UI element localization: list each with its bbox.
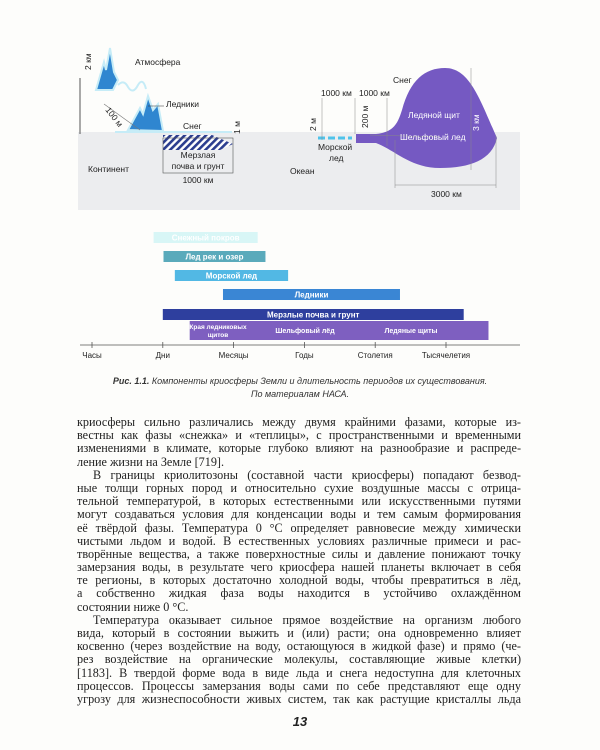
bar-label: Снежный покров [171, 233, 240, 243]
label-ice-sheet: Ледяной щит [408, 110, 460, 120]
text-line: изменениями в климате, которые глубоко влияют на разнообразие и распреде- [77, 442, 521, 456]
label-1000km-b: 1000 км [359, 88, 390, 98]
label-snow-right: Снег [393, 75, 412, 85]
text-line: Температура оказывает сильное прямое воздействие на организм любого [93, 613, 521, 627]
label-ice-shelf: Шельфовый лед [400, 132, 466, 142]
text-line: могут создаваться условия для конденсации воды и тем самым формирования [77, 508, 521, 522]
label-3km: 3 км [471, 114, 481, 131]
label-1m: 1 м [232, 121, 242, 134]
caption-text: Компоненты криосферы Земли и длительность периодов их существования. [151, 376, 488, 386]
text-line: вестны как фазы «снежка» и «теплицы», с пространственными и временными [77, 429, 521, 443]
text-line: [1183]. В твердой форме вода в виде льда и снега недоступна для клеточных [77, 666, 521, 680]
bar-label: Ледяные щиты [384, 328, 438, 335]
label-ocean: Океан [290, 166, 315, 176]
axis-tick-label: Часы [82, 351, 102, 360]
text-line: рез воздействие на органические молекулы, составляющие живые клетки) [77, 653, 521, 667]
text-line: замерзания воды, в результате чего криосфера нашей планеты включает в себя [77, 561, 521, 575]
label-1000km-a: 1000 км [321, 88, 352, 98]
text-line: косвенно (через воздействие на воду, остающуюся в жидкой фазе) и прямо (че- [77, 640, 521, 654]
bar-label: Ледники [294, 290, 329, 300]
text-line: состоянии ниже 0 °С. [77, 600, 189, 614]
label-3000km: 3000 км [431, 189, 462, 199]
label-2m: 2 м [308, 118, 318, 131]
axis-tick-label: Тысячелетия [421, 351, 471, 360]
bar-label: Лед рек и озер [185, 252, 244, 262]
axis-tick-label: Дни [155, 351, 170, 360]
label-permafrost-2: почва и грунт [171, 161, 225, 171]
axis-tick-label: Месяцы [218, 351, 249, 360]
figure-caption [0, 376, 600, 386]
text-line: криосферы сильно различались между двумя крайними фазами, которые из- [77, 416, 521, 429]
text-line: творённые вещества, а также поверхностные силы и давление понижают точку [77, 547, 521, 561]
label-2km: 2 км [83, 53, 93, 70]
caption-label: Рис. 1.1. [112, 376, 150, 386]
label-200m: 200 м [360, 105, 370, 128]
text-line: а собственно жидкая фаза воды находится в устойчиво охлаждённом [77, 587, 521, 601]
page-number: 13 [292, 714, 308, 729]
time-axis [80, 342, 520, 360]
axis-tick-label: Столетия [357, 351, 393, 360]
text-line: чистыми льдом и водой. В естественных условиях различные примеси и рас- [77, 534, 521, 548]
text-line: ление жизни на Земле [719]. [77, 455, 225, 469]
text-line: процессов. Процессы замерзания воды сами по себе представляют еще одну [77, 679, 521, 693]
label-glaciers: Ледники [166, 99, 199, 109]
label-1000km: 1000 км [182, 175, 214, 185]
bar-label: щитов [207, 332, 229, 339]
mountain-glacier [128, 96, 163, 131]
label-permafrost-1: Мерзлая [180, 150, 216, 160]
label-continent: Континент [88, 164, 130, 174]
label-sea-ice-1: Морской [318, 142, 353, 152]
text-line: вида, который в состоянии выжить и (или) расти; она одновременно влияет [77, 627, 521, 640]
text-line: её твёрдой фазы. Температура 0 °С определяет равновесие между химически [77, 521, 521, 535]
text-line: тельной температурой, в которых естественными или искусственными путями [77, 495, 521, 509]
caption-source: По материалам НАСА. [250, 389, 350, 399]
duration-bars [154, 232, 489, 340]
text-line: угрозу для жизнеспособности живых систем, так как растущие кристаллы льда [77, 692, 521, 706]
text-line: ные толщи горных пород и относительно сухие воздушные массы с отрица- [77, 481, 521, 495]
label-snow: Снег [183, 121, 202, 131]
text-line: В границы криолитозоны (составной части криосферы) попадают безвод- [93, 468, 521, 482]
label-atmosphere: Атмосфера [135, 57, 181, 67]
label-100m: 100 м [103, 105, 126, 129]
bar-label: Края ледниковых [189, 324, 247, 331]
body-text [77, 416, 521, 706]
bar-label: Шельфовый лёд [275, 328, 335, 335]
bar-label: Морской лед [205, 271, 258, 281]
label-sea-ice-2: лед [329, 153, 344, 163]
text-line: те регионы, в которых достаточно холодной воды, чтобы превратиться в лёд, [77, 574, 521, 588]
bar-label: Мерзлые почва и грунт [267, 310, 360, 320]
axis-tick-label: Годы [295, 351, 314, 360]
mountain-peak [96, 48, 118, 90]
